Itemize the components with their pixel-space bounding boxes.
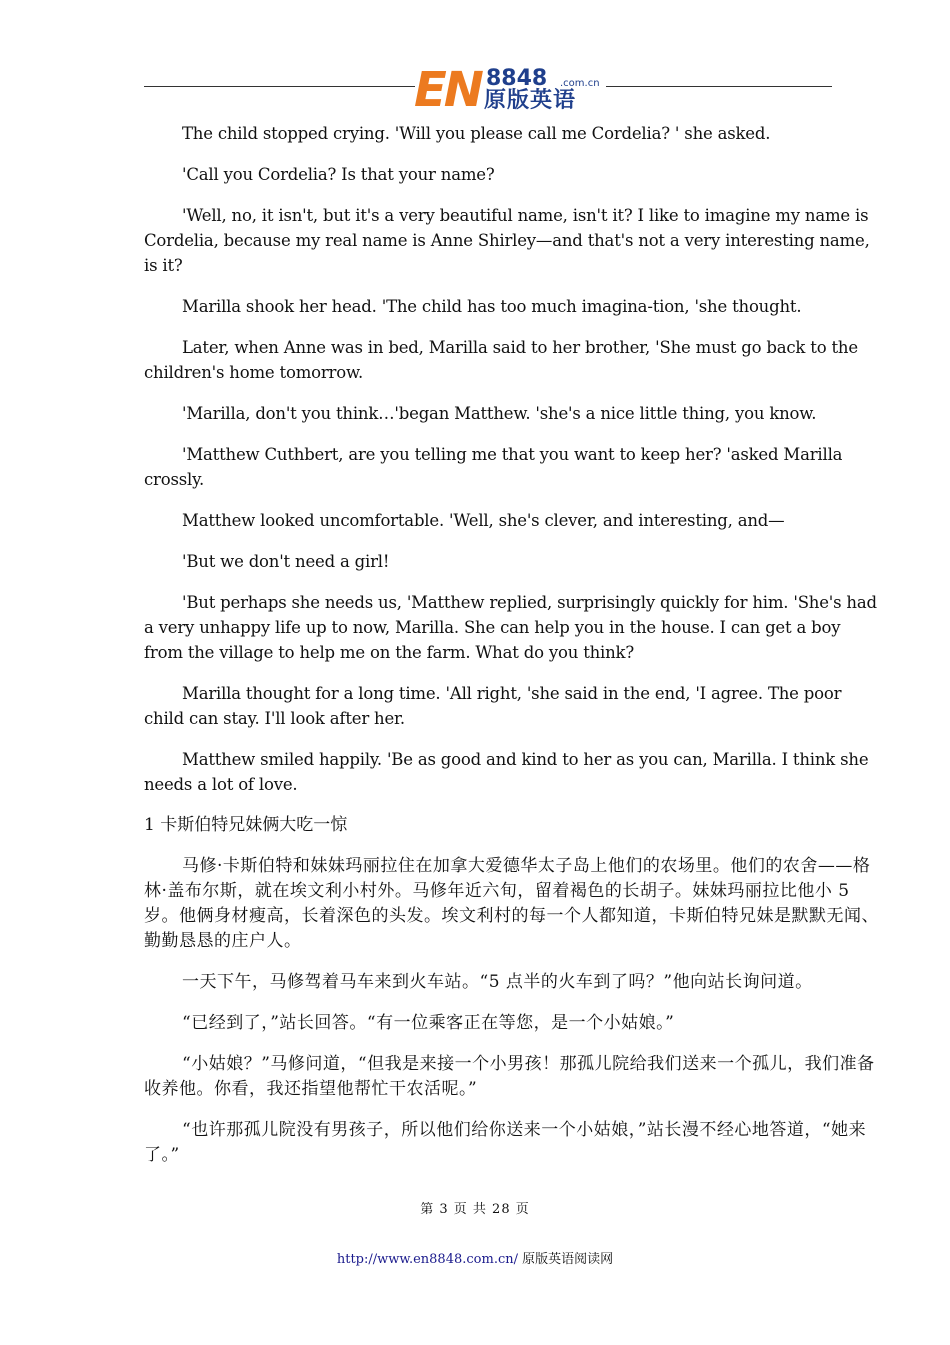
footer-site-name: 原版英语阅读网	[522, 1252, 614, 1267]
paragraph: The child stopped crying. 'Will you please call me Cordelia? ' she asked.	[182, 124, 771, 143]
paragraph: Later, when Anne was in bed, Marilla said to her brother, 'She must go back to the children's home tomorrow.	[144, 338, 858, 382]
header-rule-left	[144, 86, 415, 87]
paragraph: 'But perhaps she needs us, 'Matthew replied, surprisingly quickly for him. 'She's had a very unhappy life up to now, Marilla. She can help you in the house. I can get a boy from the village to help me on the farm. What do you think?	[144, 593, 877, 662]
site-logo[interactable]	[414, 64, 606, 116]
paragraph: 'Call you Cordelia? Is that your name?	[182, 165, 495, 184]
paragraph: 'Matthew Cuthbert, are you telling me that you want to keep her? 'asked Marilla crossly.	[144, 445, 843, 489]
cn-paragraph: 一天下午，马修驾着马车来到火车站。“5 点半的火车到了吗？”他向站长询问道。	[182, 972, 813, 992]
cn-paragraph: 马修·卡斯伯特和妹妹玛丽拉住在加拿大爱德华太子岛上他们的农场里。他们的农舍——格林·盖布尔斯，就在埃文利小村外。马修年近六旬，留着褐色的长胡子。妹妹玛丽拉比他小 5 岁。他俩身材瘦高，长着深色的头发。埃文利村的每一个人都知道，卡斯伯特兄妹是默默无闻、勤勤恳恳的庄户人。	[144, 856, 879, 951]
paragraph: Marilla shook her head. 'The child has too much imagina-tion, 'she thought.	[182, 297, 802, 316]
paragraph: Matthew looked uncomfortable. 'Well, she's clever, and interesting, and—	[182, 511, 785, 530]
header-rule-right	[606, 86, 832, 87]
logo-number: 8848	[486, 66, 548, 91]
cn-paragraph: “小姑娘？”马修问道，“但我是来接一个小男孩！那孤儿院给我们送来一个孤儿，我们准备收养他。你看，我还指望他帮忙干农活呢。”	[144, 1054, 875, 1099]
paragraph: 'Well, no, it isn't, but it's a very beautiful name, isn't it? I like to imagine my name is Cordelia, because my real name is Anne Shirley—and that's not a very interesting name, is it?	[144, 206, 870, 275]
logo-domain: .com.cn	[560, 78, 600, 89]
paragraph: Marilla thought for a long time. 'All right, 'she said in the end, 'I agree. The poor child can stay. I'll look after her.	[144, 684, 842, 728]
paragraph: 'But we don't need a girl!	[182, 552, 390, 571]
footer	[0, 1248, 950, 1267]
footer-url-link[interactable]: http://www.en8848.com.cn/	[336, 1252, 518, 1267]
cn-paragraph: “也许那孤儿院没有男孩子，所以他们给你送来一个小姑娘，”站长漫不经心地答道，“她来了。”	[144, 1120, 867, 1165]
page-number: 第 3 页 共 28 页	[420, 1202, 530, 1217]
chapter-heading: 1 卡斯伯特兄妹俩大吃一惊	[144, 815, 348, 835]
logo-tagline: 原版英语	[484, 88, 577, 113]
paragraph: 'Marilla, don't you think…'began Matthew. 'she's a nice little thing, you know.	[182, 404, 817, 423]
logo-mark: EN	[414, 62, 481, 118]
paragraph: Matthew smiled happily. 'Be as good and kind to her as you can, Marilla. I think she needs a lot of love.	[144, 750, 869, 794]
cn-paragraph: “已经到了，”站长回答。“有一位乘客正在等您，是一个小姑娘。”	[182, 1013, 675, 1033]
page-content	[144, 121, 884, 1184]
